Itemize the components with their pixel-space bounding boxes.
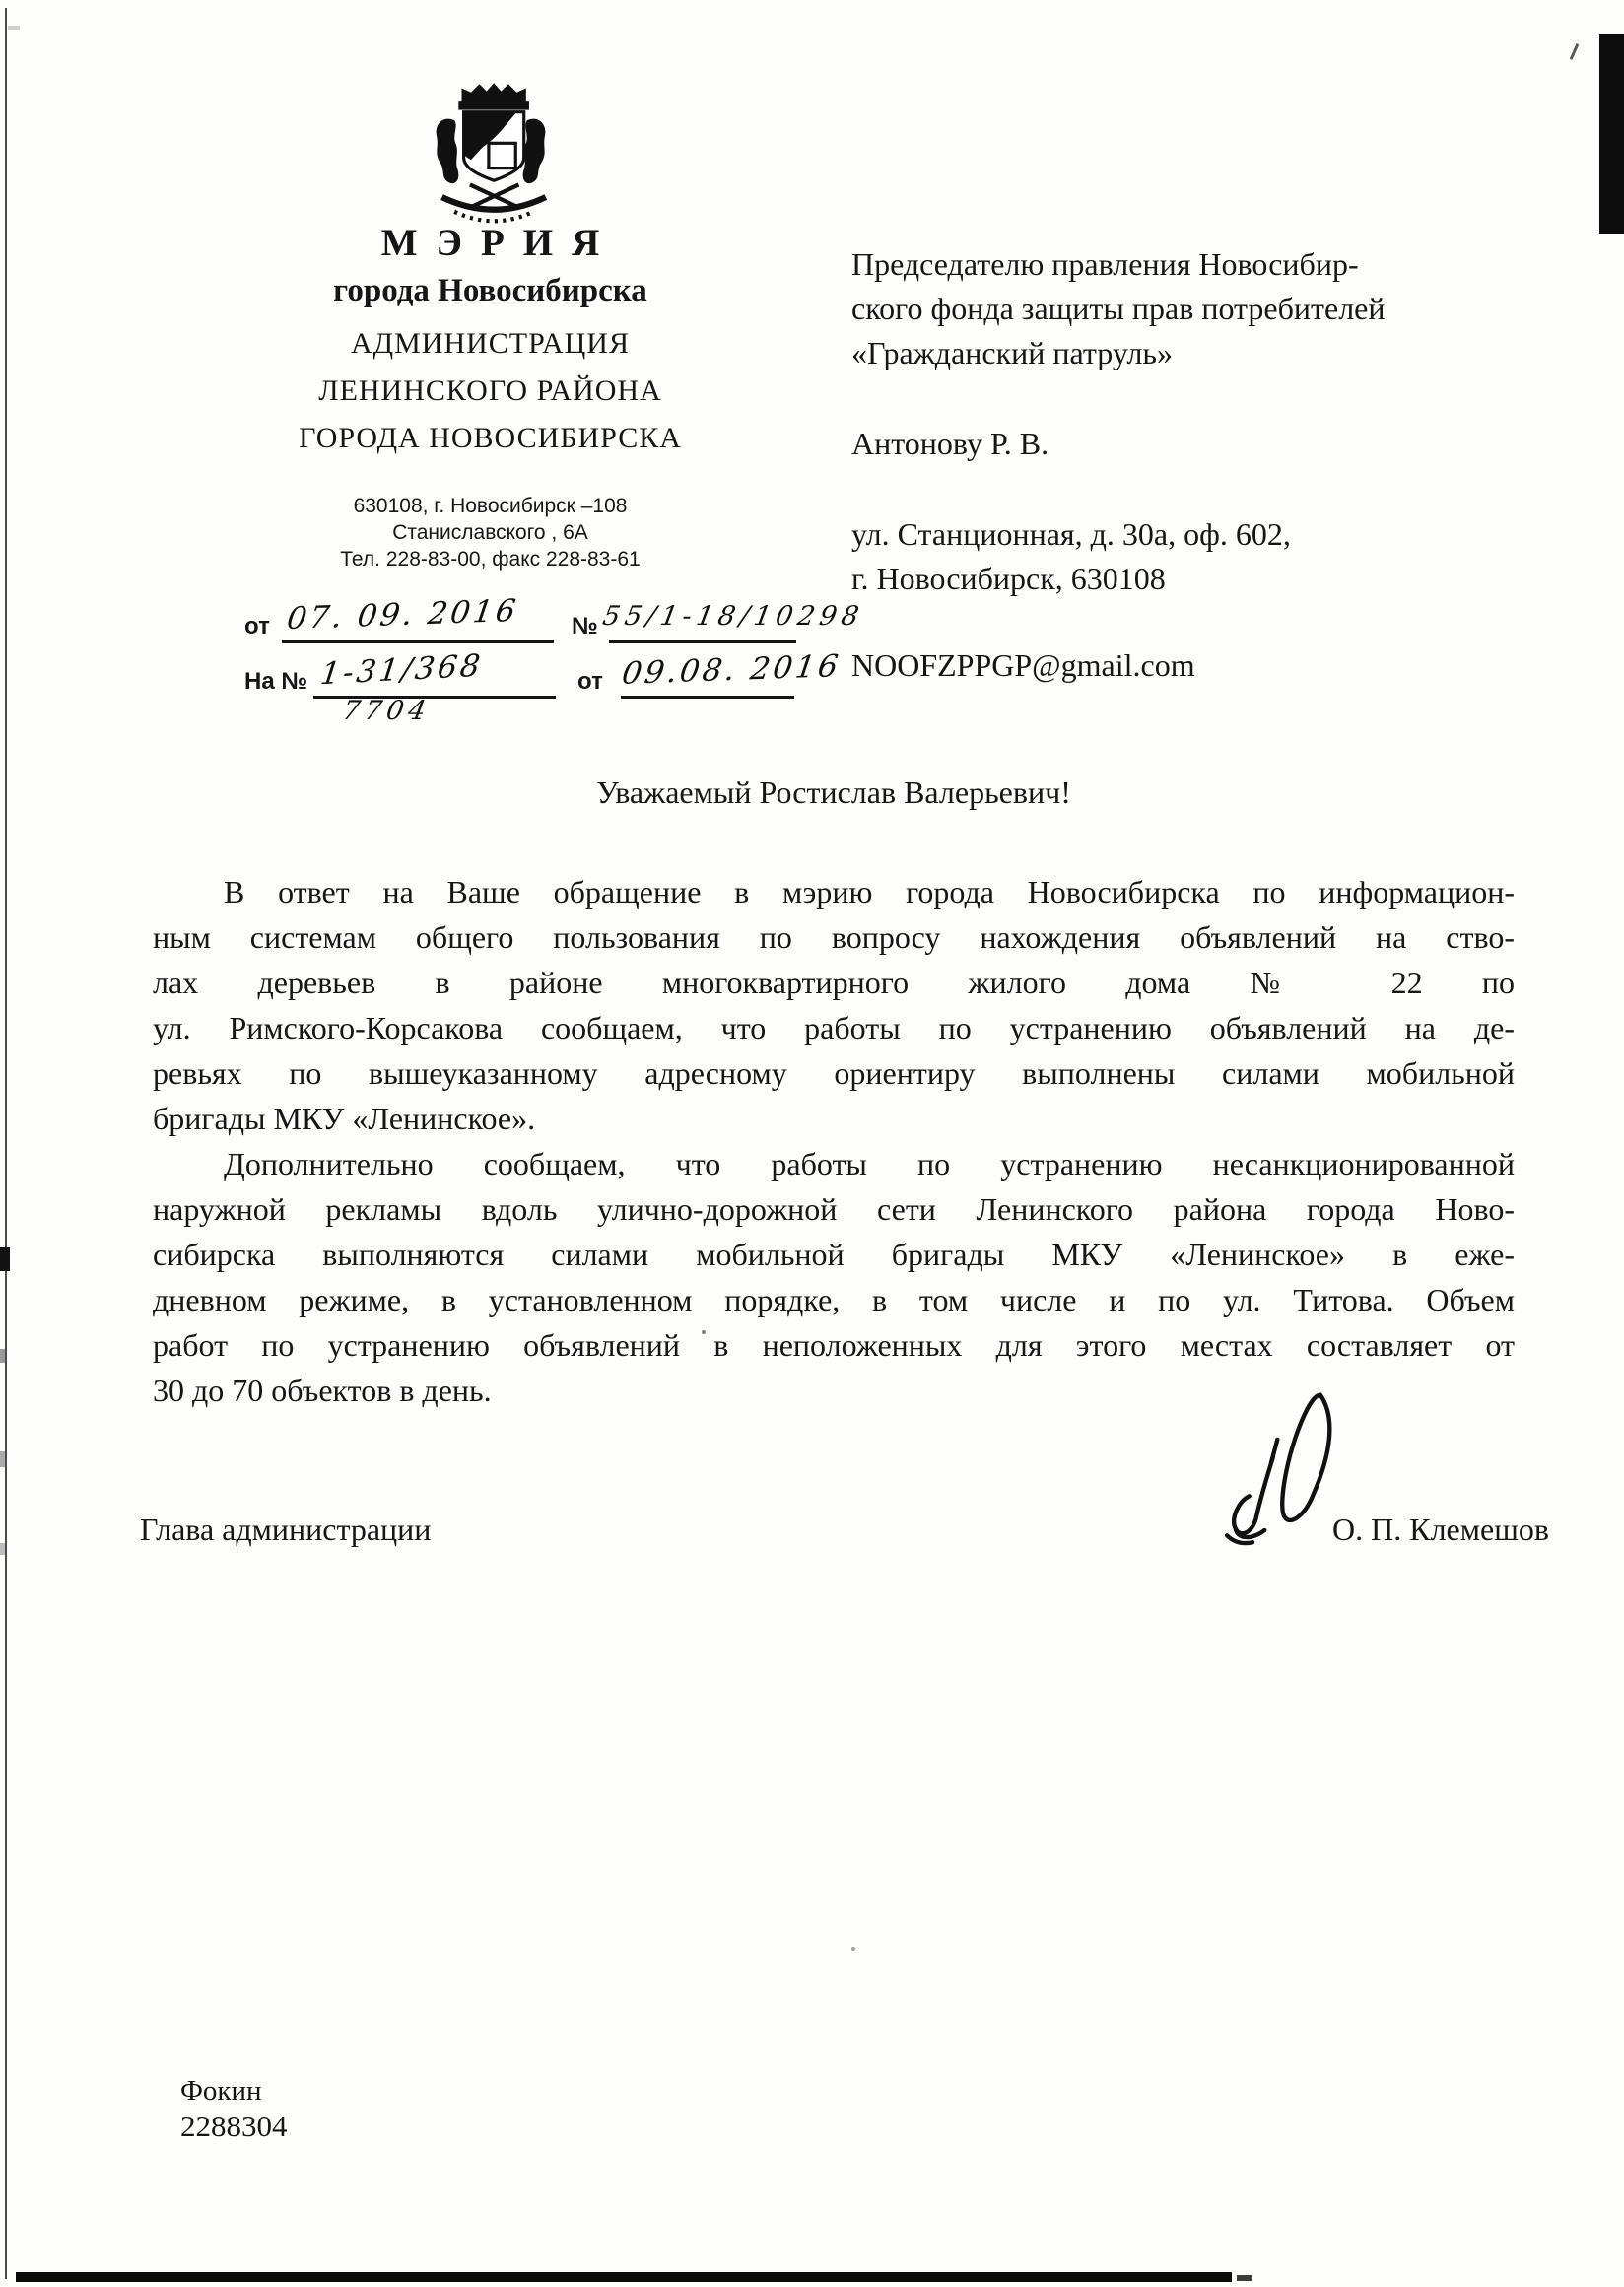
body-line: Дополнительно сообщаем, что работы по устранению несанкционированной — [224, 1146, 1515, 1181]
org-line: ГОРОДА НОВОСИБИРСКА — [299, 422, 682, 454]
scan-artifact-left-tick — [0, 1247, 10, 1271]
recipient-email: NOOFZPPGP@gmail.com — [851, 647, 1195, 683]
body-line: ревьях по вышеуказанному адресному ориентиру выполнены силами мобильной — [153, 1055, 1515, 1091]
body-line: ул. Римского-Корсакова сообщаем, что работы по устранению объявлений на де- — [153, 1010, 1515, 1045]
sender-address-line: Тел. 228-83-00, факс 228-83-61 — [340, 548, 641, 571]
date-from-label: от — [244, 613, 270, 639]
number-line — [609, 640, 796, 643]
body-line: сибирска выполняются силами мобильной бригады МКУ «Ленинское» в еже- — [153, 1237, 1515, 1272]
scan-artifact-bottom-bar — [16, 2272, 1232, 2282]
signer-title: Глава администрации — [140, 1512, 432, 1547]
sender-address-line: Станиславского , 6А — [392, 521, 588, 544]
org-subtitle: города Новосибирска — [333, 273, 647, 308]
body-line: В ответ на Ваше обращение в мэрию города Новосибирска по информацион- — [224, 874, 1515, 909]
org-line: ЛЕНИНСКОГО РАЙОНА — [318, 374, 662, 407]
body-line: ным системам общего пользования по вопросу нахождения объявлений на ство- — [153, 919, 1515, 955]
handwritten-incoming-date: 09.08. 2016 — [619, 648, 844, 692]
reply-date-line — [621, 696, 794, 699]
reply-to-label: На № — [244, 668, 308, 695]
scan-artifact-top-right-tick — [1570, 43, 1580, 60]
scan-artifact-speck — [8, 26, 20, 30]
body-line: наружной рекламы вдоль улично-дорожной сети Ленинского района города Ново- — [153, 1191, 1515, 1227]
recipient-org-line: Председателю правления Новосибир- — [851, 246, 1359, 282]
scan-artifact-left-edge-line — [5, 8, 7, 2279]
reply-date-from-label: от — [577, 668, 603, 695]
scan-artifact-left-tick — [0, 1451, 5, 1467]
handwritten-incoming-number: 1-31/368 — [318, 647, 486, 693]
date-line — [282, 640, 554, 643]
handwritten-extra-number: 7704 — [340, 696, 434, 726]
number-label: № — [572, 613, 598, 639]
recipient-address-line: ул. Станционная, д. 30а, оф. 602, — [851, 516, 1291, 552]
sender-header — [168, 221, 813, 455]
org-line: АДМИНИСТРАЦИЯ — [351, 327, 630, 360]
executor-phone: 2288304 — [180, 2109, 288, 2143]
scan-artifact-bottom-bar-tail — [1237, 2275, 1252, 2281]
scan-artifact-speck — [851, 1947, 855, 1951]
sender-address-line: 630108, г. Новосибирск –108 — [353, 495, 628, 517]
org-title: МЭРИЯ — [380, 222, 619, 264]
executor-block — [180, 2073, 288, 2144]
body-line: дневном режиме, в установленном порядке, в том числе и по ул. Титова. Объем — [153, 1282, 1515, 1317]
handwritten-outgoing-number: 55/1-18/10298 — [600, 601, 866, 632]
handwritten-outgoing-date: 07. 09. 2016 — [284, 592, 521, 638]
novosibirsk-coat-of-arms-icon — [392, 79, 589, 239]
scan-artifact-left-tick — [0, 1349, 5, 1363]
body-line: бригады МКУ «Ленинское». — [153, 1101, 536, 1136]
letter-body — [153, 869, 1515, 1413]
body-line: лах деревьев в районе многоквартирного жилого дома № 22 по — [153, 965, 1515, 1000]
signer-name: О. П. Клемешов — [1332, 1512, 1549, 1547]
scan-artifact-left-tick — [0, 1543, 5, 1555]
recipient-block — [851, 242, 1522, 688]
salutation: Уважаемый Ростислав Валерьевич! — [596, 774, 1071, 810]
sender-address — [168, 493, 813, 572]
body-line: 30 до 70 объектов в день. — [153, 1373, 492, 1408]
executor-name: Фокин — [180, 2075, 262, 2107]
recipient-name: Антонову Р. В. — [851, 426, 1049, 461]
recipient-org-line: «Гражданский патруль» — [851, 335, 1174, 370]
recipient-address-line: г. Новосибирск, 630108 — [851, 561, 1166, 596]
handwritten-signature-icon — [1155, 1387, 1352, 1574]
recipient-org-line: ского фонда защиты прав потребителей — [851, 291, 1386, 326]
body-line: работ по устранению объявлений в неположенных для этого местах составляет от — [153, 1327, 1515, 1363]
scan-artifact-right-edge-bar — [1599, 34, 1624, 234]
